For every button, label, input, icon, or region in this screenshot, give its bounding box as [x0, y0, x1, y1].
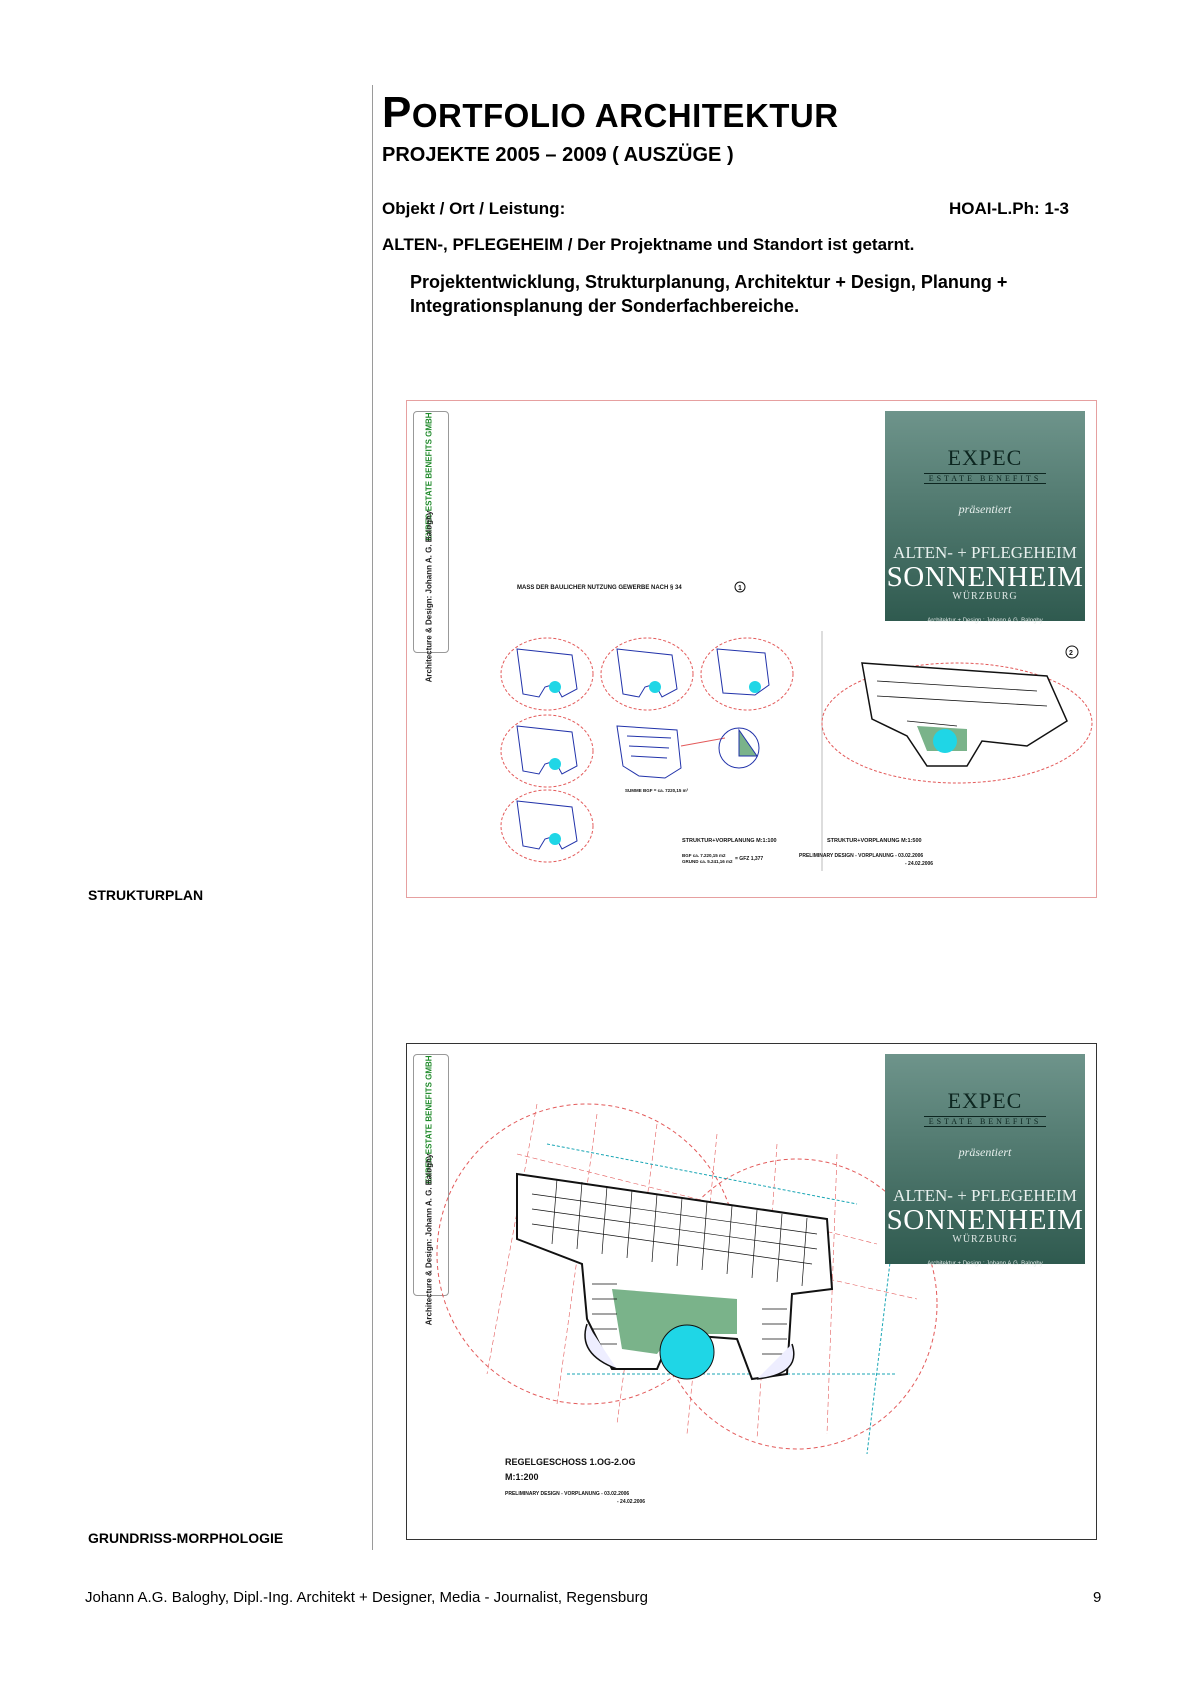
building-city: WÜRZBURG [952, 591, 1018, 602]
svg-text:1: 1 [738, 585, 742, 592]
expec-logo-sub-2: ESTATE BENEFITS [924, 1116, 1046, 1127]
company-name: EXPEC ESTATE BENEFITS GMBH [424, 412, 434, 541]
author-credit: Architecture & Design: Johann A. G. Baloghy [424, 510, 434, 683]
author-credit-2: Architecture & Design: Johann A. G. Baloghy [424, 1153, 434, 1326]
thumb-eg [501, 638, 593, 710]
sheet1-preliminary: PRELIMINARY DESIGN - VORPLANUNG - 03.02.2006 [799, 853, 924, 859]
gfz-value: = GFZ 1,377 [735, 856, 764, 862]
struktur-500-label: STRUKTUR+VORPLANUNG M:1:500 [827, 838, 922, 844]
thumb-dg [701, 638, 793, 710]
struktur-100-label: STRUKTUR+VORPLANUNG M:1:100 [682, 838, 777, 844]
expec-logo-2: EXPEC [947, 1088, 1023, 1113]
company-name-2: EXPEC ESTATE BENEFITS GMBH [424, 1055, 434, 1184]
building-name-2: SONNENHEIM [886, 1204, 1084, 1236]
project-name: ALTEN-, PFLEGEHEIM / Der Projektname und Standort ist getarnt. [382, 235, 915, 254]
building-type: ALTEN- + PFLEGEHEIM [893, 543, 1077, 562]
page-number: 9 [1093, 1589, 1102, 1606]
thumb-2og [501, 790, 593, 862]
thumb-outline [617, 726, 725, 778]
architect-credit: Architektur + Design : Johann A.G. Baloghy [927, 618, 1043, 624]
thumb-1og-b [501, 715, 593, 787]
sheet2-date2: - 24.02.2006 [617, 1499, 646, 1505]
strukturplan-sheet [406, 400, 1097, 898]
label-strukturplan: STRUKTURPLAN [88, 887, 204, 903]
expec-logo-sub: ESTATE BENEFITS [924, 473, 1046, 484]
sheet1-date2: - 24.02.2006 [905, 861, 934, 867]
footer-credit: Johann A.G. Baloghy, Dipl.-Ing. Architekt + Designer, Media - Journalist, Regensburg [85, 1589, 648, 1606]
building-type-2: ALTEN- + PFLEGEHEIM [893, 1186, 1077, 1205]
expec-title-card-2 [885, 1054, 1085, 1267]
building-name: SONNENHEIM [886, 561, 1084, 593]
summe-bgf: SUMME BGF = ca. 7220,15 m² [625, 788, 689, 793]
usage-heading: MASS DER BAULICHER NUTZUNG GEWERBE NACH § 34 [517, 585, 682, 591]
bgf-value: BGF ca. 7.220,15 m2 [682, 853, 726, 858]
thumb-compass [719, 728, 759, 768]
building-city-2: WÜRZBURG [952, 1234, 1018, 1245]
structure-plan-drawing [407, 401, 1096, 897]
objekt-label: Objekt / Ort / Leistung: [382, 199, 566, 218]
expec-logo: EXPEC [947, 445, 1023, 470]
regelgeschoss-label: REGELGESCHOSS 1.OG-2.OG [505, 1457, 636, 1467]
column-divider [372, 85, 373, 1550]
grundriss-sheet [406, 1043, 1097, 1540]
svg-text:2: 2 [1069, 650, 1073, 657]
hoai-phase: HOAI-L.Ph: 1-3 [949, 199, 1069, 218]
label-grundriss: GRUNDRISS-MORPHOLOGIE [88, 1530, 284, 1546]
presented-text-2: präsentiert [958, 1145, 1012, 1159]
thumb-1og [601, 638, 693, 710]
project-services: Projektentwicklung, Strukturplanung, Architektur + Design, Planung + Integrationsplanung der Sonderfachbereiche. [410, 272, 1008, 316]
page-subtitle: PROJEKTE 2005 – 2009 ( AUSZÜGE ) [382, 144, 734, 166]
building-floor-plan [517, 1174, 832, 1379]
page-title: PORTFOLIO ARCHITEKTUR [382, 88, 839, 137]
presented-text: präsentiert [958, 502, 1012, 516]
sheet2-preliminary: PRELIMINARY DESIGN - VORPLANUNG - 03.02.2006 [505, 1491, 630, 1497]
floor-plan-thumbnails [501, 638, 793, 862]
scale-label: M:1:200 [505, 1472, 539, 1482]
grund-value: GRUND ca. 5.241,16 m2 [682, 859, 733, 864]
architect-credit-2: Architektur + Design : Johann A.G. Baloghy [927, 1261, 1043, 1267]
site-plan-500 [822, 663, 1092, 783]
